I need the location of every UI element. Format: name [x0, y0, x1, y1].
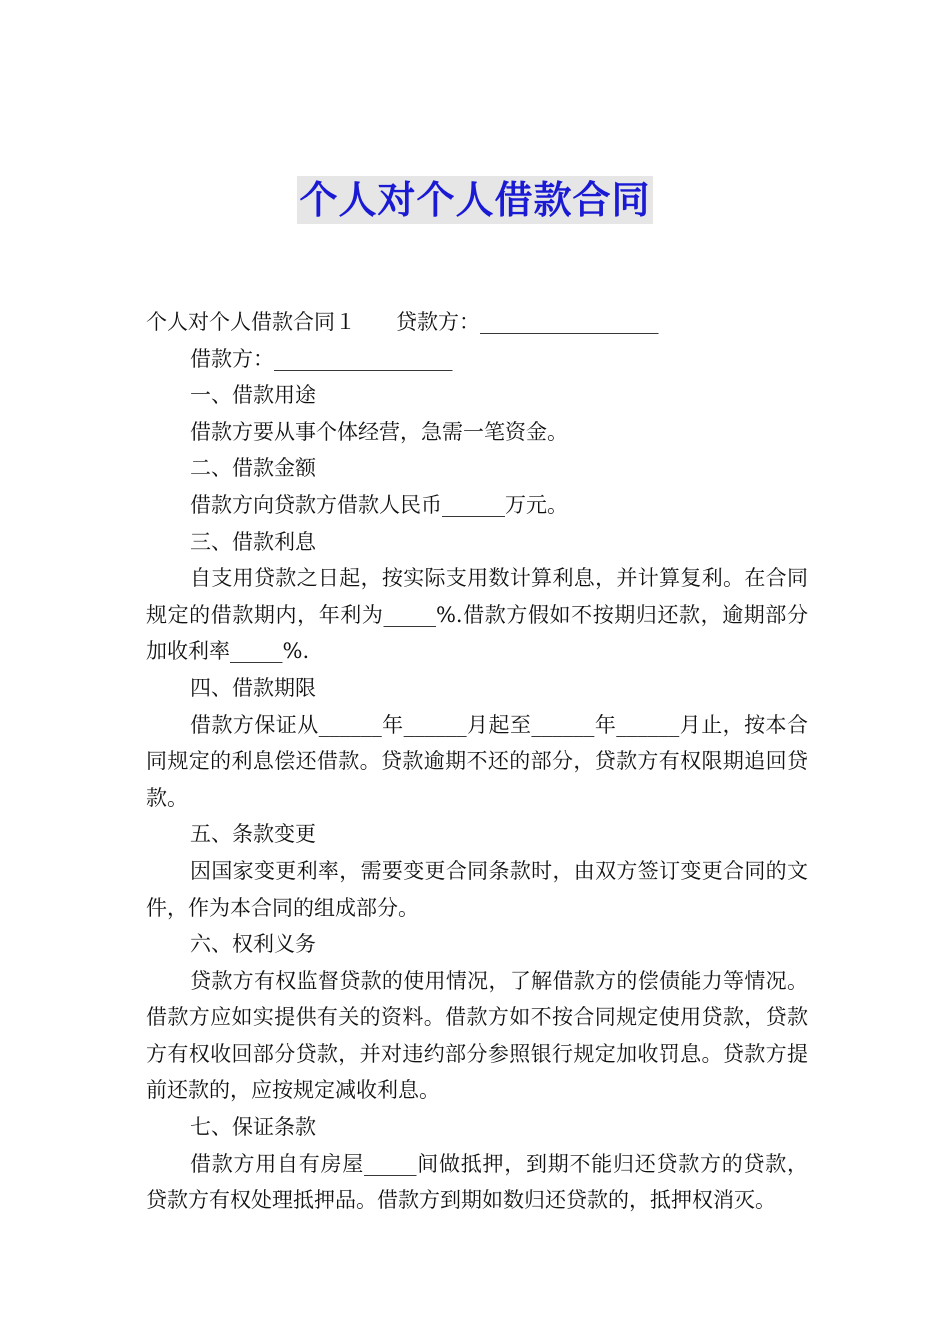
intro-line	[146, 304, 808, 341]
intro-heading: 个人对个人借款合同１	[146, 310, 356, 334]
section-text-term: 借款方保证从______年______月起至______年______月止，按本合同规定的利息偿还借款。贷款逾期不还的部分，贷款方有权限期追回贷款。	[146, 712, 808, 810]
section-text-amount: 借款方向贷款方借款人民币______万元。	[190, 492, 568, 517]
section-heading-guarantee: 七、保证条款	[190, 1115, 316, 1140]
section-heading-change: 五、条款变更	[190, 822, 316, 847]
document-title: 个人对个人借款合同	[299, 178, 651, 222]
section-heading-term: 四、借款期限	[190, 675, 316, 700]
section-text-interest: 自支用贷款之日起，按实际支用数计算利息，并计算复利。在合同规定的借款期内，年利为_____%.借款方假如不按期归还款，逾期部分加收利率_____%.	[146, 566, 808, 664]
section-text-guarantee: 借款方用自有房屋_____间做抵押，到期不能归还贷款方的贷款，贷款方有权处理抵押品。借款方到期如数归还贷款的，抵押权消灭。	[146, 1151, 808, 1213]
lender-field: 贷款方：_________________	[396, 310, 659, 334]
section-text-change: 因国家变更利率，需要变更合同条款时，由双方签订变更合同的文件，作为本合同的组成部分。	[146, 858, 808, 920]
title-container	[0, 176, 950, 224]
section-text-rights: 贷款方有权监督贷款的使用情况，了解借款方的偿债能力等情况。借款方应如实提供有关的资料。借款方如不按合同规定使用贷款，贷款方有权收回部分贷款，并对违约部分参照银行规定加收罚息。贷款方提前还款的，应按规定减收利息。	[146, 968, 808, 1103]
section-heading-purpose: 一、借款用途	[190, 383, 316, 408]
document-body	[146, 304, 808, 1219]
borrower-field: 借款方：_________________	[190, 346, 453, 371]
section-heading-rights: 六、权利义务	[190, 932, 316, 957]
section-text-purpose: 借款方要从事个体经营，急需一笔资金。	[190, 419, 568, 444]
section-heading-interest: 三、借款利息	[190, 529, 316, 554]
section-heading-amount: 二、借款金额	[190, 456, 316, 481]
